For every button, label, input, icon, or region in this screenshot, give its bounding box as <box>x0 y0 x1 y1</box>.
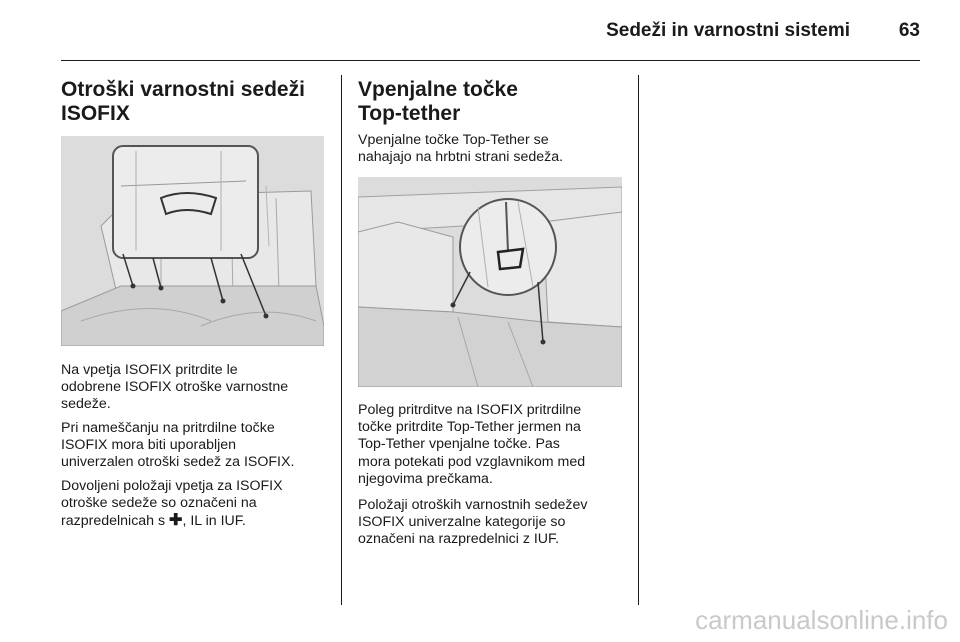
text-line: njegovima prečkama. <box>358 470 493 487</box>
running-header-title: Sedeži in varnostni sistemi <box>606 20 850 41</box>
section-heading-top-tether <box>358 78 518 126</box>
text-line: otroške sedeže so označeni na <box>61 495 257 512</box>
column-divider-left <box>341 75 342 605</box>
text-line: nahajajo na hrbtni strani sedeža. <box>358 149 564 166</box>
isofix-cross-symbol-icon: ✚ <box>169 512 183 530</box>
paragraph-top-tether-attach <box>358 402 585 488</box>
heading-line: Otroški varnostni sedeži <box>61 78 305 101</box>
paragraph-isofix-approved <box>61 362 288 414</box>
text-line: označeni na razpredelnici z IUF. <box>358 531 560 548</box>
text-line: Položaji otroških varnostnih sedežev <box>358 497 588 513</box>
text-segment: , IL in IUF. <box>182 513 246 530</box>
heading-line: ISOFIX <box>61 102 130 125</box>
paragraph-top-tether-location <box>358 132 563 166</box>
section-heading-isofix <box>61 78 305 126</box>
heading-line: Top-tether <box>358 102 461 125</box>
text-line: univerzalen otroški sedež za ISOFIX. <box>61 454 295 471</box>
text-line: odobrene ISOFIX otroške varnostne <box>61 379 289 396</box>
isofix-seat-illustration-icon <box>61 136 324 346</box>
text-line: ISOFIX univerzalne kategorije so <box>358 514 566 531</box>
text-segment: razpredelnicah s <box>61 513 170 530</box>
watermark-text: carmanualsonline.info <box>695 605 948 635</box>
column-divider-right <box>638 75 639 605</box>
text-line: Vpenjalne točke Top-Tether se <box>358 132 549 148</box>
text-line: sedeže. <box>61 396 111 413</box>
header-divider <box>61 60 920 61</box>
text-line: Pri nameščanju na pritrdilne točke <box>61 420 275 436</box>
paragraph-isofix-universal <box>61 420 294 472</box>
text-line: Poleg pritrditve na ISOFIX pritrdilne <box>358 402 582 418</box>
page-number: 63 <box>898 20 920 41</box>
text-line: točke pritrdite Top-Tether jermen na <box>358 419 581 436</box>
heading-line: Vpenjalne točke <box>358 78 518 101</box>
text-line: Top-Tether vpenjalne točke. Pas <box>358 436 560 453</box>
text-line <box>61 512 283 530</box>
text-line: Na vpetja ISOFIX pritrdite le <box>61 362 238 378</box>
paragraph-top-tether-positions <box>358 497 588 549</box>
text-line: mora potekati pod vzglavnikom med <box>358 453 586 470</box>
text-line: ISOFIX mora biti uporabljen <box>61 437 237 454</box>
top-tether-seat-illustration-icon <box>358 177 622 387</box>
text-line: Dovoljeni položaji vpetja za ISOFIX <box>61 478 283 494</box>
paragraph-isofix-positions <box>61 478 283 531</box>
